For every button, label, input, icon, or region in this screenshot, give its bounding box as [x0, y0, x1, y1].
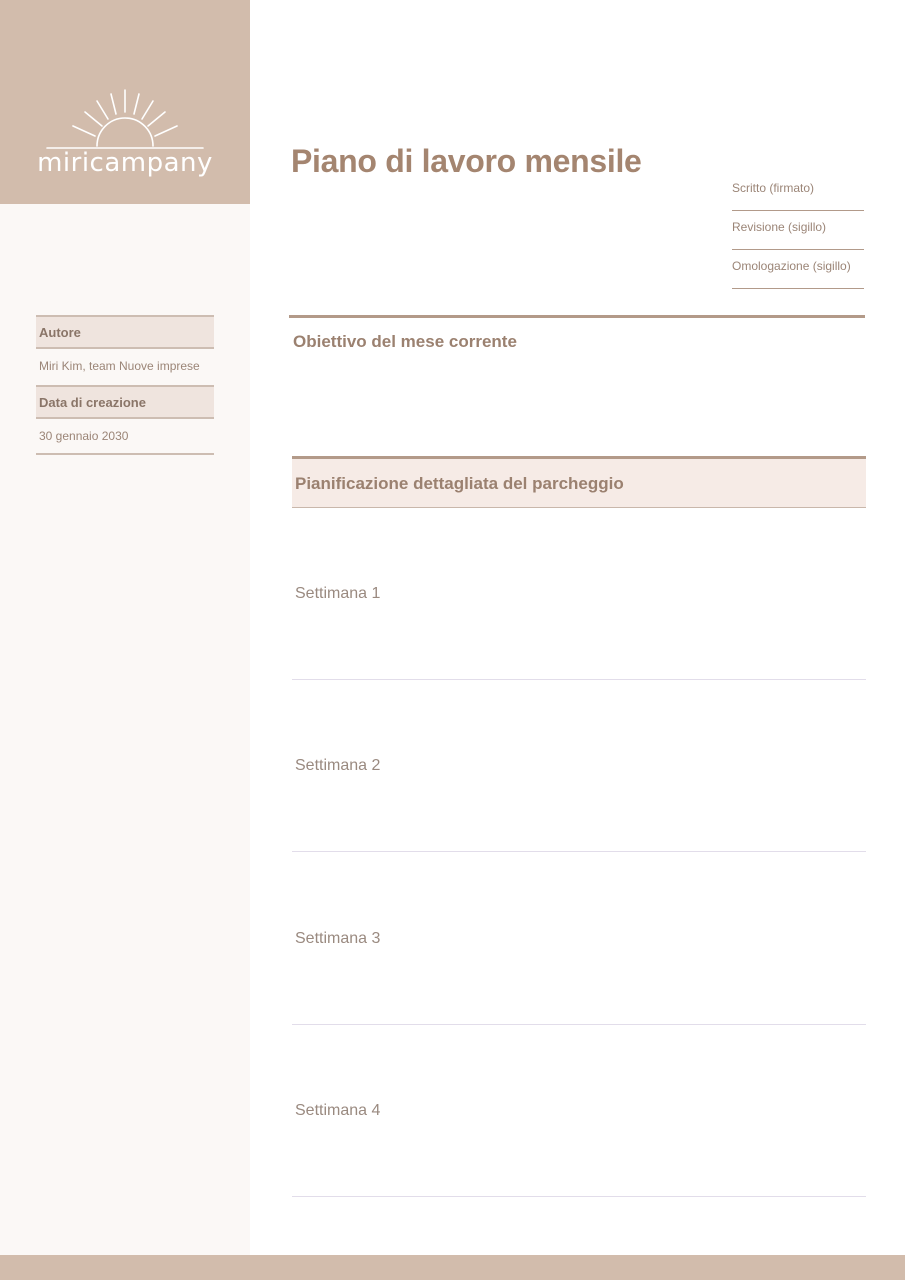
week-row-2[interactable]: [292, 680, 866, 852]
plan-header: [292, 456, 866, 508]
week-row-4[interactable]: [292, 1025, 866, 1197]
objective-heading: Obiettivo del mese corrente: [293, 332, 517, 351]
sun-logo-icon: [45, 86, 205, 156]
week-label: Settimana 4: [295, 1102, 381, 1119]
plan-heading: Pianificazione dettagliata del parcheggio: [295, 474, 624, 493]
week-label: Settimana 1: [295, 585, 381, 602]
author-value: Miri Kim, team Nuove imprese: [39, 359, 200, 373]
document-meta: [36, 315, 214, 455]
approval-review-field[interactable]: Revisione (sigillo): [732, 211, 864, 250]
logo-block: [0, 0, 250, 204]
approval-fields: [732, 172, 864, 289]
week-row-1[interactable]: [292, 508, 866, 680]
week-label: Settimana 2: [295, 757, 381, 774]
approval-homologation-field[interactable]: Omologazione (sigillo): [732, 250, 864, 289]
author-label: Autore: [36, 315, 214, 349]
date-value: 30 gennaio 2030: [36, 419, 214, 455]
logo-text: miricampany: [37, 148, 213, 178]
date-label: Data di creazione: [36, 385, 214, 419]
week-row-3[interactable]: [292, 853, 866, 1025]
footer-bar: [0, 1255, 905, 1280]
approval-written-field[interactable]: Scritto (firmato): [732, 172, 864, 211]
page-title: Piano di lavoro mensile: [291, 143, 642, 179]
objective-divider: [289, 315, 865, 318]
week-label: Settimana 3: [295, 930, 381, 947]
